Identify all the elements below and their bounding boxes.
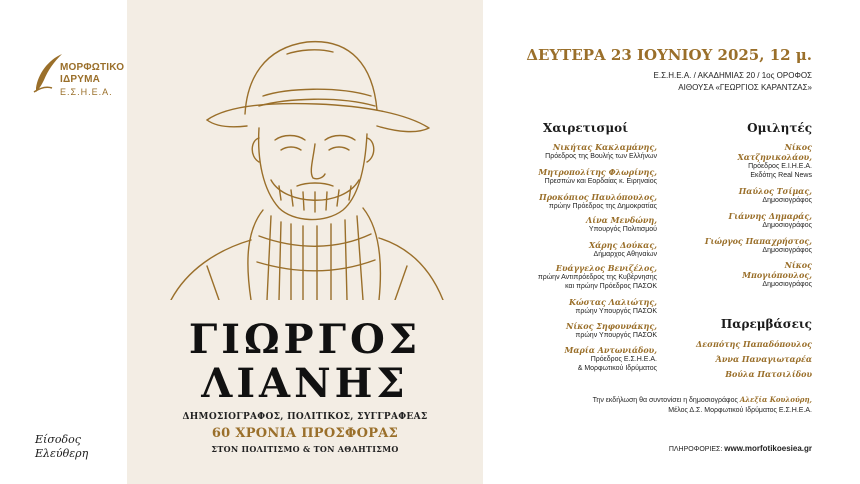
greeting-role: πρώην Αντιπρόεδρος της Κυβέρνησης — [537, 274, 657, 281]
venue-line-2: ΑΙΘΟΥΣΑ «ΓΕΩΡΓΙΟΣ ΚΑΡΑΝΤΖΑΣ» — [678, 83, 812, 92]
speaker-role: Δημοσιογράφος — [762, 222, 812, 229]
intervention-name: Βούλα Πατσιλίδου — [725, 369, 812, 379]
poster-tagline: ΣΤΟΝ ΠΟΛΙΤΙΣΜΟ & ΤΟΝ ΑΘΛΗΤΙΣΜΟ — [211, 444, 399, 454]
logo-line-1: ΜΟΡΦΩΤΙΚΟ — [60, 62, 125, 73]
greeting-role: Πρόεδρος της Βουλής των Ελλήνων — [545, 153, 657, 160]
coordinator-role: Μέλος Δ.Σ. Μορφωτικού Ιδρύματος Ε.Σ.Η.Ε.Α. — [668, 407, 812, 414]
greeting-role: πρώην Υπουργός ΠΑΣΟΚ — [575, 308, 657, 315]
greeting-name: Νικήτας Κακλαμάνης, — [552, 142, 657, 152]
intervention-list — [696, 337, 812, 382]
intervention-name: Άννα Παναγιωταρέα — [715, 354, 812, 364]
greeting-role: Πρόεδρος Ε.Σ.Η.Ε.Α. — [590, 356, 657, 363]
greeting-entry — [538, 263, 657, 291]
speakers-heading: Ομιλητές — [747, 121, 812, 135]
greeting-name: Ευάγγελος Βενιζέλος, — [555, 263, 657, 273]
coordinator-prefix: Την εκδήλωση θα συντονίσει η δημοσιογράφος — [592, 397, 738, 404]
speaker-entry — [738, 142, 813, 180]
speaker-entry — [739, 186, 812, 205]
free-entrance-note — [35, 433, 88, 461]
greeting-entry — [539, 192, 657, 211]
speaker-name: Χατζηνικολάου, — [737, 152, 812, 162]
greeting-name: Μαρία Αντωνιάδου, — [564, 345, 657, 355]
greeting-role: Πρεσπών και Εορδαίας κ. Ειρηναίος — [544, 178, 657, 185]
greeting-entry — [538, 167, 657, 186]
greeting-entry — [545, 142, 657, 161]
coordinator-note — [593, 395, 812, 416]
info-line — [669, 444, 812, 453]
honoree-last-name: ΛΙΑΝΗΣ — [201, 360, 409, 407]
greeting-name: Κώστας Λαλιώτης, — [569, 297, 657, 307]
poster-panel — [127, 0, 483, 484]
interventions-heading: Παρεμβάσεις — [720, 317, 812, 331]
speaker-entry — [742, 260, 812, 289]
intervention-name: Δεσπότης Παπαδόπουλος — [696, 339, 812, 349]
foundation-logo — [30, 48, 130, 108]
speaker-role: Δημοσιογράφος — [762, 247, 812, 254]
greeting-entry — [569, 297, 657, 316]
honoree-first-name: ΓΙΩΡΓΟΣ — [188, 316, 422, 363]
speaker-entry — [729, 211, 812, 230]
entrance-line-2: Ελεύθερη — [35, 447, 89, 460]
info-label: ΠΛΗΡΟΦΟΡΙΕΣ: — [668, 446, 723, 453]
speaker-role: Εκδότης Real News — [750, 172, 812, 179]
greeting-role: Υπουργός Πολιτισμού — [588, 226, 657, 233]
venue-line-1: Ε.Σ.Η.Ε.Α. / ΑΚΑΔΗΜΙΑΣ 20 / 1ος ΟΡΟΦΟΣ — [653, 71, 812, 80]
speaker-name: Παύλος Τσίμας, — [738, 186, 812, 196]
logo-line-2: ΙΔΡΥΜΑ — [60, 74, 101, 85]
greetings-heading: Χαιρετισμοί — [543, 121, 628, 135]
event-date: ΔΕΥΤΕΡΑ 23 ΙΟΥΝΙΟΥ 2025, 12 μ. — [526, 46, 812, 64]
event-venue — [654, 70, 812, 94]
greeting-role: Δήμαρχος Αθηναίων — [593, 251, 657, 258]
greeting-entry — [586, 215, 657, 234]
speaker-name: Γιώργος Παπαχρήστος, — [704, 236, 812, 246]
speaker-name: Νίκος — [784, 260, 812, 270]
speaker-entry — [705, 236, 812, 255]
website-link[interactable]: www.morfotikoesiea.gr — [724, 444, 812, 453]
speaker-name: Γιάννης Δημαράς, — [728, 211, 812, 221]
greeting-role: πρώην Υπουργός ΠΑΣΟΚ — [575, 332, 657, 339]
speaker-role: Δημοσιογράφος — [762, 281, 812, 288]
speaker-name: Νίκος — [784, 142, 812, 152]
greeting-entry — [565, 345, 658, 373]
greeting-role: πρώην Πρόεδρος της Δημοκρατίας — [548, 203, 657, 210]
speaker-role: Δημοσιογράφος — [762, 197, 812, 204]
greeting-entry — [589, 240, 657, 259]
greeting-name: Μητροπολίτης Φλωρίνης, — [538, 167, 657, 177]
greeting-name: Νίκος Σηφουνάκης, — [566, 321, 657, 331]
speaker-name: Μπογιόπουλος, — [742, 270, 812, 280]
speaker-role: Πρόεδρος Ε.Ι.Η.Ε.Α. — [748, 163, 812, 170]
quill-logo-icon — [30, 48, 64, 96]
honoree-professions: ΔΗΜΟΣΙΟΓΡΑΦΟΣ, ΠΟΛΙΤΙΚΟΣ, ΣΥΓΓΡΑΦΕΑΣ — [182, 412, 428, 422]
coordinator-name: Αλεξία Κουλούρη, — [739, 395, 812, 404]
logo-line-3: Ε.Σ.Η.Ε.Α. — [60, 87, 113, 97]
greeting-role: & Μορφωτικού Ιδρύματος — [577, 365, 657, 372]
greeting-role: και πρώην Πρόεδρος ΠΑΣΟΚ — [565, 283, 657, 290]
years-of-contribution: 60 ΧΡΟΝΙΑ ΠΡΟΣΦΟΡΑΣ — [211, 426, 399, 441]
greeting-name: Λίνα Μενδώνη, — [586, 215, 657, 225]
man-with-hat-portrait-icon — [167, 10, 447, 300]
greeting-entry — [566, 321, 657, 340]
entrance-line-1: Είσοδος — [35, 433, 81, 446]
greeting-name: Προκόπιος Παυλόπουλος, — [539, 192, 657, 202]
logo-text — [60, 62, 124, 98]
greeting-name: Χάρης Δούκας, — [588, 240, 657, 250]
